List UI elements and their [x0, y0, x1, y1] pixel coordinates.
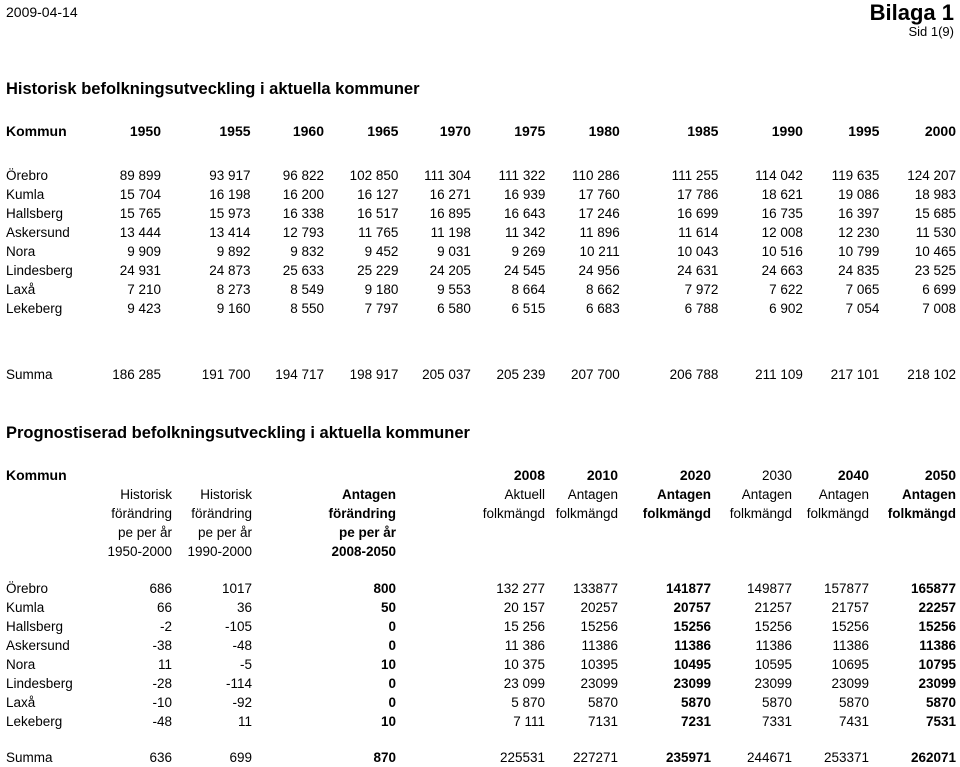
- population-value: 66: [156, 600, 172, 615]
- header-spacer: [0, 485, 90, 504]
- kommun-name: Örebro: [6, 168, 49, 183]
- population-value: 6 699: [922, 282, 956, 297]
- column-header-label: folkmängd: [729, 506, 792, 521]
- population-value: -48: [152, 714, 172, 729]
- population-value: 6 902: [769, 301, 803, 316]
- population-value: 5870: [587, 695, 618, 710]
- population-value: 191 700: [201, 367, 251, 382]
- population-value: 13 444: [119, 225, 161, 240]
- header-spacer: [0, 523, 90, 542]
- table-row: [0, 280, 960, 299]
- column-header-label: [792, 523, 869, 542]
- column-header-label: folkmängd: [887, 506, 956, 521]
- column-header-label: Aktuell: [504, 487, 545, 502]
- population-value: 9 160: [216, 301, 251, 316]
- population-value: 21257: [754, 600, 792, 615]
- population-value: -5: [239, 657, 252, 672]
- population-value: 12 008: [761, 225, 803, 240]
- column-header-label: 1950-2000: [107, 544, 172, 559]
- population-value: 10: [380, 657, 396, 672]
- table-row: [0, 636, 960, 655]
- population-value: -10: [152, 695, 172, 710]
- population-value: 11386: [674, 638, 711, 653]
- population-value: 9 892: [216, 244, 251, 259]
- population-value: 8 550: [290, 301, 324, 316]
- column-header-label: pe per år: [197, 525, 252, 540]
- year-header: 1985: [687, 122, 719, 139]
- kommun-name: Lindesberg: [6, 263, 73, 278]
- year-header: 2010: [586, 467, 618, 483]
- historical-section-title: Historisk befolkningsutveckling i aktuella kommuner: [6, 80, 420, 98]
- historical-summa-row-table: [0, 365, 960, 384]
- population-value: 149877: [746, 581, 792, 596]
- historical-header-row: [0, 120, 960, 142]
- population-value: 194 717: [275, 367, 324, 382]
- column-header-label: [618, 542, 711, 561]
- population-value: 16 127: [357, 187, 399, 202]
- column-header-label: [545, 523, 618, 542]
- population-value: 15 685: [914, 206, 956, 221]
- column-header-label: förändring: [328, 506, 396, 521]
- population-value: 870: [373, 750, 396, 765]
- population-value: 25 633: [282, 263, 324, 278]
- population-value: 10 516: [761, 244, 803, 259]
- population-value: 5870: [680, 695, 711, 710]
- population-value: -2: [159, 619, 172, 634]
- population-value: 235971: [665, 750, 711, 765]
- population-value: 24 835: [838, 263, 880, 278]
- population-value: 111 255: [671, 168, 719, 183]
- forecast-header-line: [0, 523, 960, 542]
- column-header-label: Antagen: [657, 487, 711, 502]
- table-row: [0, 579, 960, 598]
- population-value: 17 786: [677, 187, 719, 202]
- population-value: 132 277: [496, 581, 545, 596]
- column-header-label: Antagen: [567, 487, 618, 502]
- kommun-name: Lekeberg: [6, 301, 63, 316]
- population-value: 16 735: [761, 206, 803, 221]
- column-header-label: pe per år: [117, 525, 172, 540]
- column-header-label: folkmängd: [482, 506, 545, 521]
- population-value: 15256: [831, 619, 869, 634]
- column-header-label: 2008-2050: [331, 544, 396, 559]
- population-value: -38: [152, 638, 172, 653]
- population-value: 96 822: [282, 168, 324, 183]
- column-header-label: [711, 523, 792, 542]
- population-value: 10595: [754, 657, 792, 672]
- population-value: 11 896: [579, 225, 620, 240]
- kommun-name: Summa: [6, 367, 53, 382]
- kommun-name: Laxå: [6, 695, 36, 710]
- population-value: 157877: [823, 581, 869, 596]
- year-header: 2040: [837, 467, 869, 483]
- population-value: 23 099: [503, 676, 545, 691]
- population-value: 15 765: [119, 206, 161, 221]
- population-value: -105: [224, 619, 252, 634]
- population-value: 9 553: [437, 282, 471, 297]
- population-value: 253371: [823, 750, 869, 765]
- table-row: [0, 204, 960, 223]
- kommun-name: Laxå: [6, 282, 36, 297]
- column-header-label: Historisk: [200, 487, 252, 502]
- population-value: 10495: [673, 657, 711, 672]
- summa-row: [0, 365, 960, 384]
- population-value: 16 895: [429, 206, 471, 221]
- column-header-label: [792, 542, 869, 561]
- population-value: 13 414: [209, 225, 251, 240]
- population-value: 11386: [755, 638, 792, 653]
- table-row: [0, 299, 960, 318]
- population-value: 16 939: [504, 187, 546, 202]
- table-row: [0, 185, 960, 204]
- page-number: Sid 1(9): [908, 24, 954, 39]
- table-row: [0, 242, 960, 261]
- population-value: 111 304: [424, 168, 471, 183]
- population-value: 10 375: [503, 657, 545, 672]
- table-row: [0, 617, 960, 636]
- year-header: 1980: [588, 122, 620, 139]
- population-value: 7431: [838, 714, 869, 729]
- column-header-label: [396, 523, 545, 542]
- kommun-name: Örebro: [6, 581, 49, 596]
- kommun-column-header: Kommun: [6, 467, 67, 483]
- population-value: 1017: [221, 581, 252, 596]
- population-value: 25 229: [357, 263, 399, 278]
- population-value: -92: [232, 695, 252, 710]
- year-header: 2050: [924, 467, 956, 483]
- kommun-name: Askersund: [6, 225, 70, 240]
- kommun-name: Hallsberg: [6, 206, 64, 221]
- population-value: 24 663: [761, 263, 803, 278]
- population-value: 23 525: [914, 263, 956, 278]
- population-value: 186 285: [112, 367, 161, 382]
- population-value: 8 549: [290, 282, 324, 297]
- year-header: 1965: [367, 122, 399, 139]
- year-header: 1960: [292, 122, 324, 139]
- year-header: [252, 466, 396, 485]
- population-value: 10 043: [677, 244, 719, 259]
- table-row: [0, 674, 960, 693]
- population-value: 15256: [673, 619, 711, 634]
- year-header: 2030: [761, 468, 792, 483]
- population-value: 15256: [754, 619, 792, 634]
- population-value: 15 256: [503, 619, 545, 634]
- document-date: 2009-04-14: [6, 4, 78, 20]
- year-header: 2000: [924, 122, 956, 139]
- forecast-header-line: [0, 485, 960, 504]
- population-value: 5870: [925, 695, 956, 710]
- population-value: 93 917: [209, 168, 251, 183]
- year-header: 1950: [129, 122, 161, 139]
- year-header: [172, 466, 252, 485]
- column-header-label: [396, 542, 545, 561]
- population-value: 24 631: [677, 263, 719, 278]
- kommun-column-header: Kommun: [6, 122, 67, 139]
- population-value: 111 322: [498, 168, 546, 183]
- forecast-header-line: [0, 542, 960, 561]
- kommun-name: Nora: [6, 244, 36, 259]
- population-value: 16 643: [504, 206, 546, 221]
- population-value: 20 157: [503, 600, 545, 615]
- kommun-name: Kumla: [6, 187, 45, 202]
- column-header-label: Antagen: [741, 487, 792, 502]
- historical-data-rows: [0, 166, 960, 318]
- table-row: [0, 712, 960, 731]
- population-value: 20757: [673, 600, 711, 615]
- column-header-label: förändring: [191, 506, 252, 521]
- population-value: 7 111: [513, 714, 545, 729]
- population-value: 11386: [832, 638, 869, 653]
- population-value: 0: [388, 676, 396, 691]
- population-value: 24 205: [429, 263, 471, 278]
- population-value: 9 832: [290, 244, 324, 259]
- column-header-label: folkmängd: [642, 506, 711, 521]
- population-value: -48: [232, 638, 252, 653]
- population-value: 207 700: [570, 367, 620, 382]
- column-header-label: folkmängd: [555, 506, 618, 521]
- population-value: 198 917: [349, 367, 399, 382]
- table-row: [0, 655, 960, 674]
- population-value: 8 662: [586, 282, 620, 297]
- population-value: 6 788: [684, 301, 719, 316]
- population-value: 262071: [910, 750, 956, 765]
- population-value: 11 530: [915, 225, 956, 240]
- population-value: 699: [229, 750, 252, 765]
- population-value: 11 386: [504, 638, 545, 653]
- population-value: 23099: [673, 676, 711, 691]
- table-row: [0, 261, 960, 280]
- population-value: 50: [380, 600, 396, 615]
- column-header-label: Antagen: [342, 487, 396, 502]
- forecast-header-line: [0, 504, 960, 523]
- population-value: 10395: [580, 657, 618, 672]
- column-header-label: Historisk: [120, 487, 172, 502]
- forecast-data-rows: [0, 579, 960, 731]
- population-value: 11 765: [358, 225, 399, 240]
- population-value: 8 273: [216, 282, 251, 297]
- year-header: 2008: [513, 467, 545, 483]
- forecast-year-header-row: [0, 466, 960, 485]
- population-value: 0: [388, 638, 396, 653]
- population-value: 206 788: [669, 367, 719, 382]
- population-value: 9 452: [364, 244, 399, 259]
- population-value: 10 799: [838, 244, 880, 259]
- kommun-name: Hallsberg: [6, 619, 64, 634]
- population-value: 15256: [580, 619, 618, 634]
- column-header-label: [618, 523, 711, 542]
- population-value: 10: [380, 714, 396, 729]
- population-value: 9 031: [437, 244, 471, 259]
- population-value: 9 909: [127, 244, 161, 259]
- population-value: 102 850: [349, 168, 399, 183]
- population-value: 19 086: [838, 187, 880, 202]
- population-value: 7 622: [769, 282, 803, 297]
- column-header-label: [869, 523, 960, 542]
- population-value: 11386: [581, 638, 618, 653]
- kommun-name: Nora: [6, 657, 36, 672]
- population-value: 23099: [831, 676, 869, 691]
- population-value: 36: [236, 600, 252, 615]
- population-value: 211 109: [755, 367, 803, 382]
- column-header-label: pe per år: [338, 525, 396, 540]
- population-value: 5870: [761, 695, 792, 710]
- population-value: 10 465: [914, 244, 956, 259]
- population-value: 7 065: [845, 282, 880, 297]
- year-header: 1955: [219, 122, 251, 139]
- population-value: 110 286: [571, 168, 620, 183]
- table-row: [0, 693, 960, 712]
- population-value: 9 269: [511, 244, 546, 259]
- kommun-name: Lindesberg: [6, 676, 73, 691]
- table-row: [0, 166, 960, 185]
- column-header-label: Antagen: [818, 487, 869, 502]
- population-value: 205 037: [422, 367, 471, 382]
- population-value: 16 699: [677, 206, 719, 221]
- kommun-name: Askersund: [6, 638, 70, 653]
- population-value: 16 200: [282, 187, 324, 202]
- population-value: 114 042: [755, 168, 803, 183]
- column-header-label: [869, 542, 960, 561]
- population-value: 7331: [761, 714, 792, 729]
- kommun-name: Kumla: [6, 600, 45, 615]
- population-value: 16 198: [209, 187, 251, 202]
- population-value: 23099: [918, 676, 956, 691]
- population-value: 17 246: [578, 206, 620, 221]
- population-value: 6 515: [511, 301, 546, 316]
- population-value: 7 210: [127, 282, 161, 297]
- column-header-label: [711, 542, 792, 561]
- population-value: 17 760: [578, 187, 620, 202]
- population-value: 89 899: [119, 168, 161, 183]
- population-value: 165877: [910, 581, 956, 596]
- population-value: 18 983: [914, 187, 956, 202]
- year-header: 1975: [514, 122, 546, 139]
- summa-row: [0, 748, 960, 767]
- population-value: 119 635: [831, 168, 880, 183]
- population-value: 11386: [919, 638, 956, 653]
- population-value: 225531: [499, 750, 545, 765]
- population-value: 9 423: [127, 301, 161, 316]
- header-spacer: [0, 542, 90, 561]
- population-value: -28: [152, 676, 172, 691]
- column-header-label: folkmängd: [806, 506, 869, 521]
- year-header: 1995: [848, 122, 880, 139]
- population-value: 686: [149, 581, 172, 596]
- population-value: 24 931: [119, 263, 161, 278]
- population-value: 217 101: [830, 367, 880, 382]
- population-value: 10 211: [579, 244, 620, 259]
- year-header: 1970: [439, 122, 471, 139]
- population-value: 22257: [918, 600, 956, 615]
- kommun-name: Lekeberg: [6, 714, 63, 729]
- column-header-label: [545, 542, 618, 561]
- population-value: 18 621: [761, 187, 803, 202]
- historical-population-table: [0, 120, 960, 142]
- population-value: 16 338: [282, 206, 324, 221]
- population-value: 8 664: [511, 282, 546, 297]
- population-value: 16 271: [429, 187, 471, 202]
- population-value: 218 102: [907, 367, 956, 382]
- table-row: [0, 598, 960, 617]
- population-value: 11 342: [505, 225, 546, 240]
- population-value: 12 793: [282, 225, 324, 240]
- document-title: Bilaga 1: [869, 0, 954, 25]
- population-value: 23099: [580, 676, 618, 691]
- population-value: 16 517: [357, 206, 399, 221]
- population-value: 23099: [754, 676, 792, 691]
- population-value: 16 397: [838, 206, 880, 221]
- population-value: 11 198: [430, 225, 471, 240]
- population-value: 11: [237, 714, 252, 729]
- population-value: 6 683: [586, 301, 620, 316]
- population-value: 15 973: [209, 206, 251, 221]
- population-value: 141877: [665, 581, 711, 596]
- population-value: 205 239: [496, 367, 546, 382]
- population-value: -114: [225, 676, 252, 691]
- population-value: 20257: [580, 600, 618, 615]
- year-header: 1990: [771, 122, 803, 139]
- population-value: 227271: [572, 750, 618, 765]
- population-value: 244671: [746, 750, 792, 765]
- population-value: 21757: [831, 600, 869, 615]
- year-header: 2020: [679, 467, 711, 483]
- population-value: 7 008: [922, 301, 956, 316]
- population-value: 10695: [831, 657, 869, 672]
- population-value: 6 580: [437, 301, 471, 316]
- column-header-label: 1990-2000: [187, 544, 252, 559]
- header-spacer: [0, 504, 90, 523]
- year-header: [90, 466, 172, 485]
- population-value: 12 230: [838, 225, 880, 240]
- population-value: 24 956: [578, 263, 620, 278]
- population-value: 636: [149, 750, 172, 765]
- population-value: 11 614: [678, 225, 719, 240]
- population-value: 7531: [925, 714, 956, 729]
- population-value: 15 704: [119, 187, 161, 202]
- column-header-label: förändring: [111, 506, 172, 521]
- population-value: 24 545: [504, 263, 546, 278]
- population-value: 7 972: [684, 282, 719, 297]
- population-value: 7231: [680, 714, 711, 729]
- kommun-name: Summa: [6, 750, 53, 765]
- population-value: 15256: [918, 619, 956, 634]
- population-value: 0: [388, 695, 396, 710]
- forecast-summa-row-table: [0, 748, 960, 767]
- population-value: 7 797: [364, 301, 399, 316]
- population-value: 5870: [838, 695, 869, 710]
- population-value: 10795: [918, 657, 956, 672]
- population-value: 800: [373, 581, 396, 596]
- forecast-section-title: Prognostiserad befolkningsutveckling i aktuella kommuner: [6, 424, 470, 442]
- population-value: 5 870: [511, 695, 545, 710]
- forecast-header-table: [0, 466, 960, 561]
- column-header-label: Antagen: [902, 487, 956, 502]
- population-value: 124 207: [907, 168, 956, 183]
- population-value: 7 054: [845, 301, 880, 316]
- table-row: [0, 223, 960, 242]
- population-value: 9 180: [364, 282, 399, 297]
- population-value: 133877: [572, 581, 618, 596]
- population-value: 0: [388, 619, 396, 634]
- population-value: 24 873: [209, 263, 251, 278]
- population-value: 7131: [587, 714, 618, 729]
- population-value: 11: [157, 657, 172, 672]
